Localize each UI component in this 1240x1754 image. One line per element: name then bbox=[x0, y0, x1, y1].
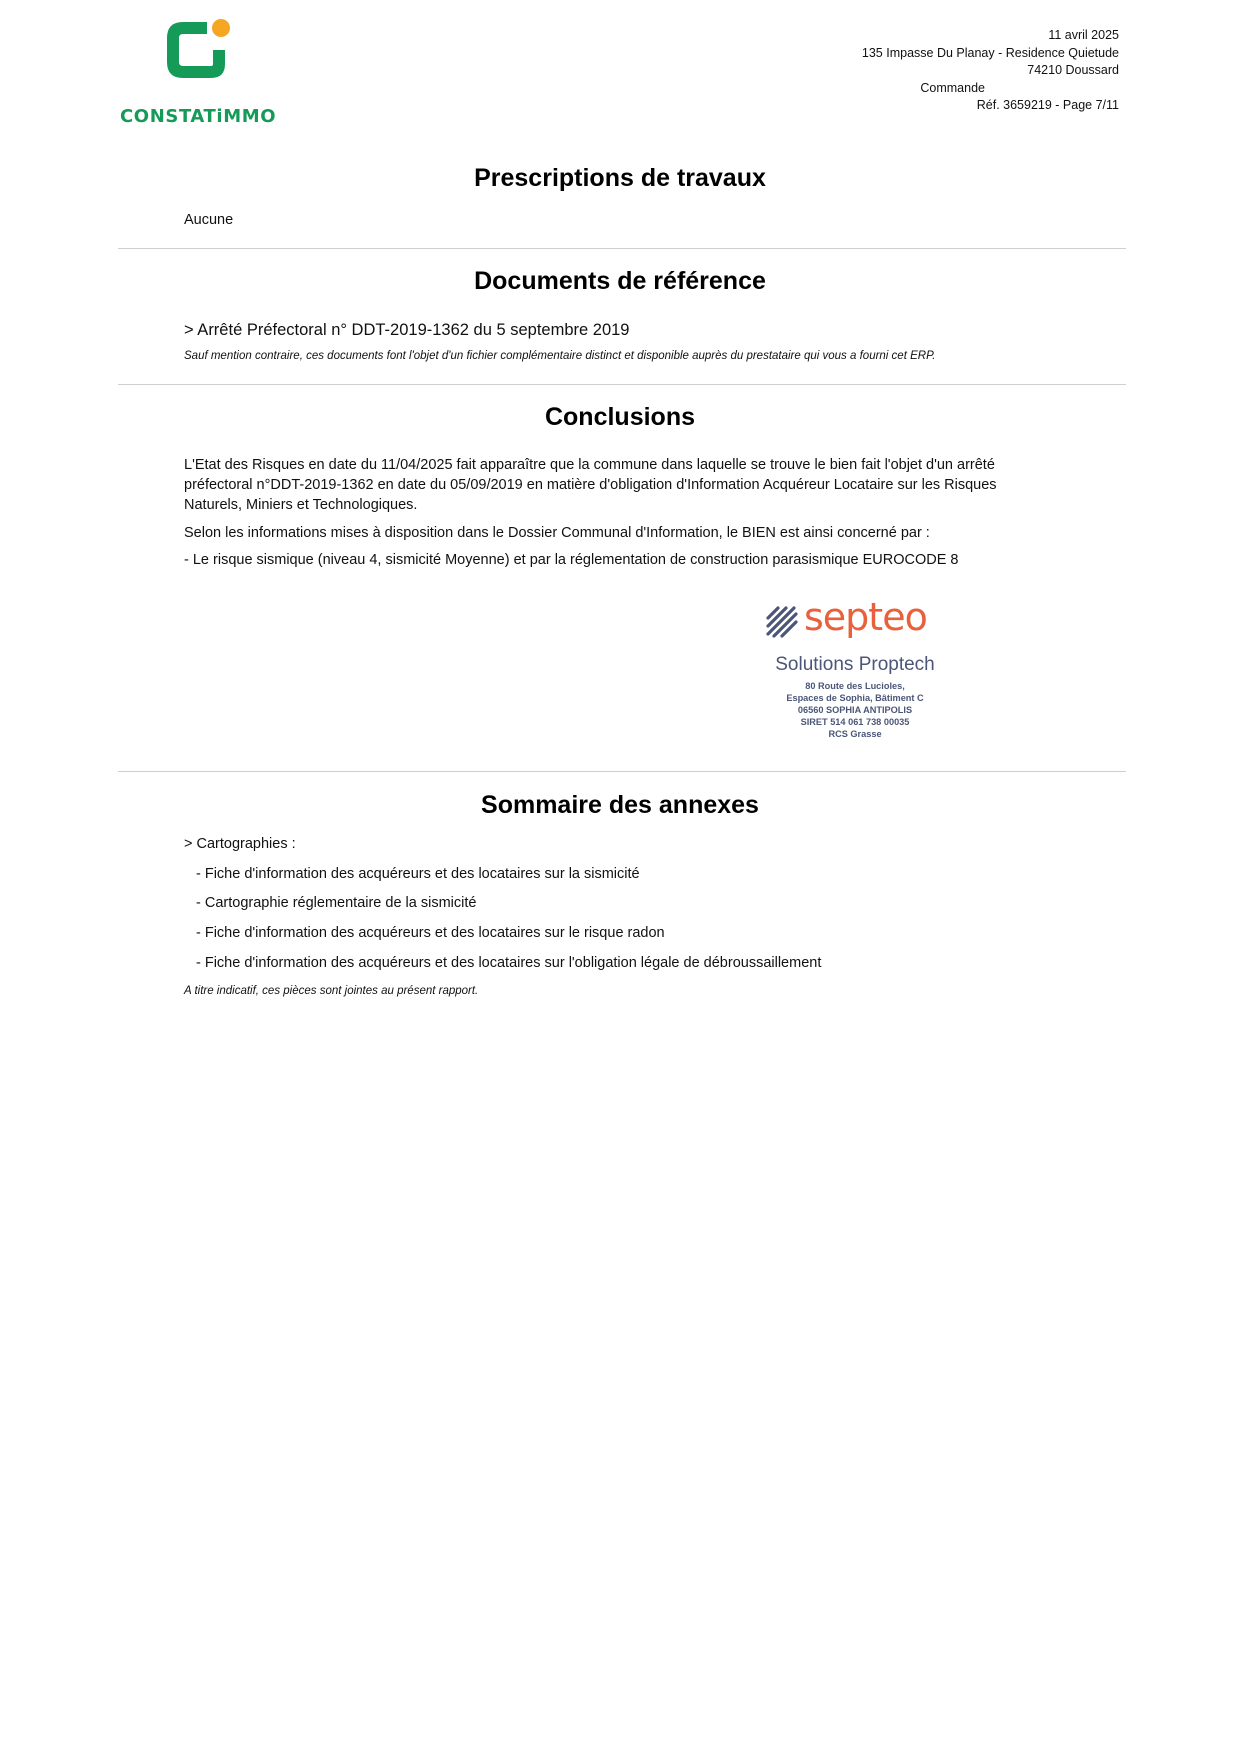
septeo-brand: septeo bbox=[804, 595, 927, 639]
annex-item: - Fiche d'information des acquéreurs et des locataires sur la sismicité bbox=[196, 865, 640, 882]
septeo-address-line: RCS Grasse bbox=[828, 729, 882, 739]
documents-note: Sauf mention contraire, ces documents font l'objet d'un fichier complémentaire distinct et disponible auprès du prestataire qui vous a fourni cet ERP. bbox=[184, 350, 936, 362]
septeo-address bbox=[760, 680, 950, 740]
conclusions-paragraph-2: Selon les informations mises à disposition dans le Dossier Communal d'Information, le BIEN est ainsi concerné par : bbox=[184, 525, 930, 541]
property-address-line2: 74210 Doussard bbox=[1027, 63, 1119, 78]
section-divider bbox=[118, 248, 1126, 249]
section-divider bbox=[118, 384, 1126, 385]
annexes-note: A titre indicatif, ces pièces sont jointes au présent rapport. bbox=[184, 985, 479, 997]
conclusions-paragraph-1: L'Etat des Risques en date du 11/04/2025 fait apparaître que la commune dans laquelle se trouve le bien fait l'objet d'un arrêté préfectoral n°DDT-2019-1362 en date du 05/09/2019 en matière d'obligation d'Information Acquéreur Locataire sur les Risques Naturels, Miniers et Technologiques. bbox=[184, 457, 997, 513]
septeo-subtitle: Solutions Proptech bbox=[775, 654, 935, 675]
septeo-stripes-icon bbox=[764, 604, 800, 640]
septeo-address-line: 06560 SOPHIA ANTIPOLIS bbox=[797, 705, 913, 715]
prescriptions-title: Prescriptions de travaux bbox=[474, 164, 766, 192]
annex-item: - Cartographie réglementaire de la sismicité bbox=[196, 895, 477, 912]
document-header-info bbox=[862, 27, 1119, 115]
annexes-heading: > Cartographies : bbox=[184, 836, 296, 852]
constatimmo-logo bbox=[118, 18, 284, 130]
annexes-title: Sommaire des annexes bbox=[481, 791, 759, 819]
property-address-line1: 135 Impasse Du Planay - Residence Quietude bbox=[861, 45, 1119, 60]
reference-document-item: > Arrêté Préfectoral n° DDT-2019-1362 du 5 septembre 2019 bbox=[184, 321, 630, 339]
septeo-address-line: SIRET 514 061 738 00035 bbox=[800, 717, 910, 727]
order-label: Commande bbox=[920, 80, 985, 95]
annexes-list bbox=[184, 834, 821, 982]
constatimmo-logo-icon bbox=[163, 18, 239, 94]
documents-title: Documents de référence bbox=[474, 267, 766, 295]
annex-item: - Fiche d'information des acquéreurs et des locataires sur l'obligation légale de débroussaillement bbox=[196, 954, 822, 971]
septeo-address-line: Espaces de Sophia, Bâtiment C bbox=[786, 693, 924, 703]
septeo-stamp bbox=[760, 595, 950, 748]
reference-page: Réf. 3659219 - Page 7/11 bbox=[976, 98, 1119, 113]
conclusions-paragraph-3: - Le risque sismique (niveau 4, sismicité Moyenne) et par la réglementation de construction parasismique EUROCODE 8 bbox=[184, 552, 959, 568]
septeo-address-line: 80 Route des Lucioles, bbox=[805, 681, 905, 691]
prescriptions-text: Aucune bbox=[184, 212, 234, 228]
annex-item: - Fiche d'information des acquéreurs et des locataires sur le risque radon bbox=[196, 925, 665, 942]
section-divider bbox=[118, 771, 1126, 772]
conclusions-title: Conclusions bbox=[544, 403, 695, 431]
logo-wordmark: CONSTATiMMO bbox=[120, 106, 277, 127]
document-date: 11 avril 2025 bbox=[1048, 28, 1119, 42]
